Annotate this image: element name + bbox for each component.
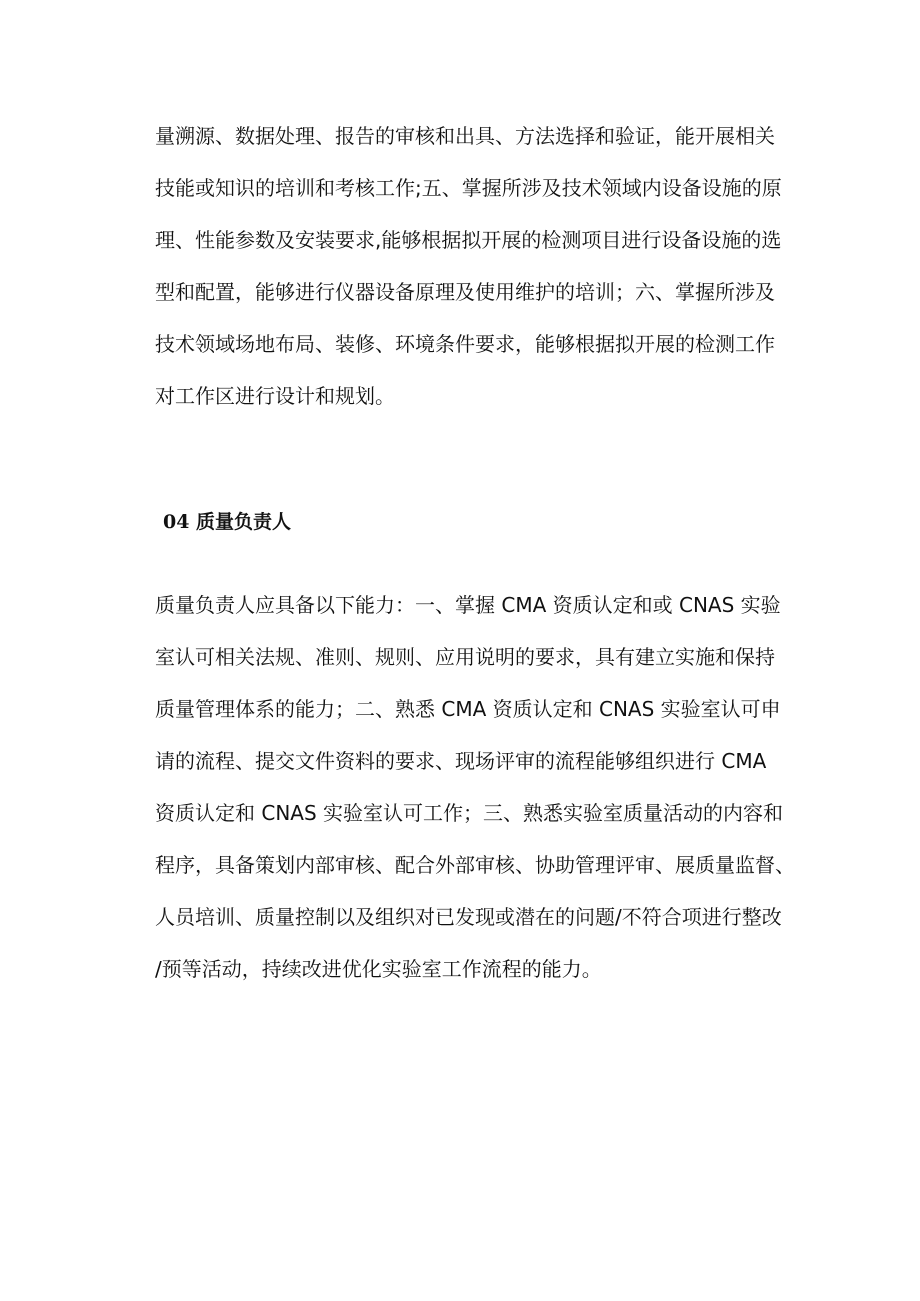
paragraph-line: 对工作区进行设计和规划。	[155, 384, 395, 408]
paragraph-line: 室认可相关法规、准则、规则、应用说明的要求，具有建立实施和保持	[155, 645, 775, 669]
paragraph-technical-responsibility	[155, 110, 795, 422]
paragraph-line: 型和配置，能够进行仪器设备原理及使用维护的培训；六、掌握所涉及	[155, 280, 775, 304]
paragraph-line: 技能或知识的培训和考核工作;五、掌握所涉及技术领域内设备设施的原	[155, 176, 782, 200]
paragraph-line: 请的流程、提交文件资料的要求、现场评审的流程能够组织进行 CMA	[155, 749, 767, 773]
paragraph-line: 技术领域场地布局、装修、环境条件要求，能够根据拟开展的检测工作	[155, 332, 775, 356]
paragraph-line: /预等活动，持续改进优化实验室工作流程的能力。	[155, 957, 602, 981]
paragraph-line: 质量负责人应具备以下能力：一、掌握 CMA 资质认定和或 CNAS 实验	[155, 593, 781, 617]
paragraph-line: 资质认定和 CNAS 实验室认可工作；三、熟悉实验室质量活动的内容和	[155, 801, 784, 825]
paragraph-line: 理、性能参数及安装要求,能够根据拟开展的检测项目进行设备设施的选	[155, 228, 782, 252]
paragraph-line: 人员培训、质量控制以及组织对已发现或潜在的问题/不符合项进行整改	[155, 905, 782, 929]
paragraph-line: 量溯源、数据处理、报告的审核和出具、方法选择和验证，能开展相关	[155, 124, 775, 148]
section-heading-quality-manager: 04 质量负责人	[163, 511, 292, 533]
paragraph-line: 程序，具备策划内部审核、配合外部审核、协助管理评审、展质量监督、	[155, 853, 795, 877]
paragraph-line: 质量管理体系的能力；二、熟悉 CMA 资质认定和 CNAS 实验室认可申	[155, 697, 781, 721]
paragraph-quality-manager	[155, 579, 795, 995]
